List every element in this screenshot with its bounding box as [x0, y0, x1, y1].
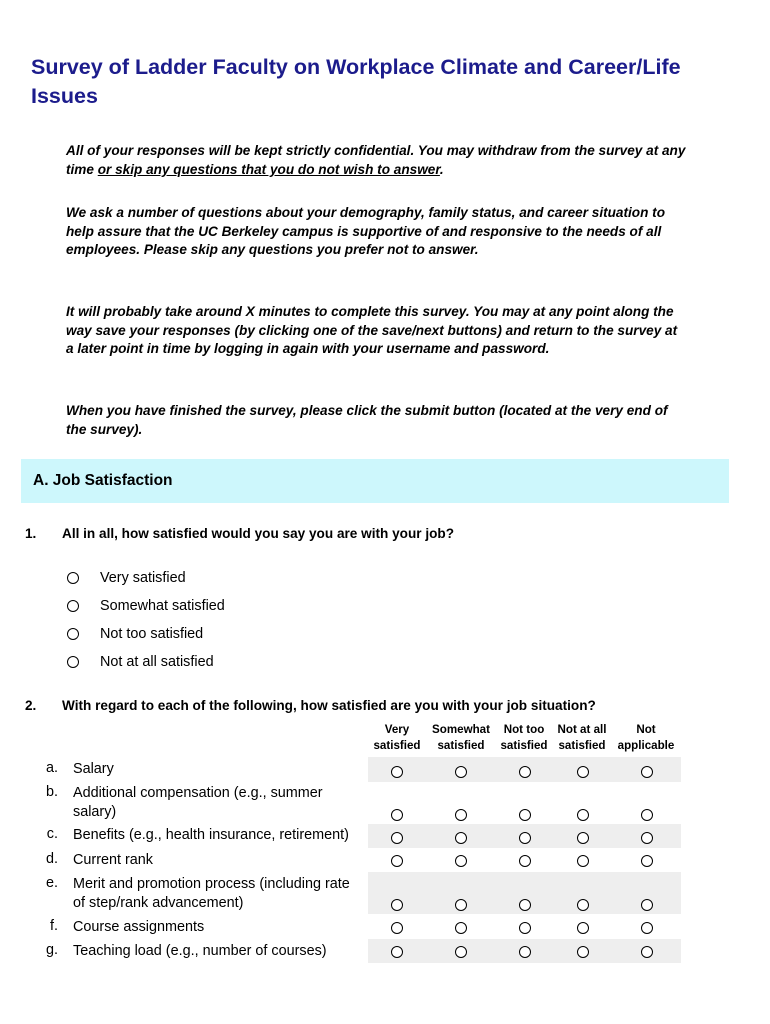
column-header-not-applicable	[614, 722, 678, 754]
item-a-radio-not-too-satisfied[interactable]	[519, 766, 531, 778]
item-e-radio-not-too-satisfied[interactable]	[519, 899, 531, 911]
option-label: Very satisfied	[100, 570, 186, 586]
item-f-radio-very-satisfied[interactable]	[391, 922, 403, 934]
intro-text-end: .	[439, 161, 444, 177]
item-a-radio-not-applicable[interactable]	[641, 766, 653, 778]
item-c-radio-not-applicable[interactable]	[641, 832, 653, 844]
item-f-letter: f.	[50, 918, 58, 934]
survey-title: Survey of Ladder Faculty on Workplace Climate and Career/Life Issues	[31, 55, 681, 108]
q1-option-somewhat-satisfied[interactable]	[67, 596, 225, 616]
column-header-line: Not too	[503, 723, 545, 736]
item-b-radio-not-too-satisfied[interactable]	[519, 809, 531, 821]
item-g-radio-somewhat-satisfied[interactable]	[455, 946, 467, 958]
column-header-line: Very	[384, 723, 410, 736]
item-d-letter: d.	[45, 851, 58, 867]
item-d-text: Current rank	[73, 852, 153, 868]
item-b-radio-not-applicable[interactable]	[641, 809, 653, 821]
item-c-text: Benefits (e.g., health insurance, retirement)	[73, 827, 349, 843]
item-b-letter: b.	[45, 784, 58, 800]
item-d-radio-somewhat-satisfied[interactable]	[455, 855, 467, 867]
item-f-radio-not-too-satisfied[interactable]	[519, 922, 531, 934]
column-header-not-too-satisfied	[492, 722, 556, 754]
q1-option-not-at-all-satisfied[interactable]	[67, 652, 214, 672]
item-a-radio-very-satisfied[interactable]	[391, 766, 403, 778]
column-header-very-satisfied	[365, 722, 429, 754]
column-header-line: satisfied	[373, 739, 421, 752]
question-1-number: 1.	[25, 526, 37, 541]
item-a-radio-somewhat-satisfied[interactable]	[455, 766, 467, 778]
radio-button-icon[interactable]	[67, 600, 79, 612]
q1-option-not-too-satisfied[interactable]	[67, 624, 203, 644]
item-e-letter: e.	[45, 875, 58, 891]
item-g-letter: g.	[45, 942, 58, 958]
item-g-radio-not-too-satisfied[interactable]	[519, 946, 531, 958]
column-header-line: satisfied	[437, 739, 485, 752]
column-header-line: applicable	[617, 739, 675, 752]
question-2-text: With regard to each of the following, how satisfied are you with your job situation?	[62, 698, 596, 713]
option-label: Not at all satisfied	[100, 654, 214, 670]
item-e-radio-very-satisfied[interactable]	[391, 899, 403, 911]
item-b-radio-somewhat-satisfied[interactable]	[455, 809, 467, 821]
intro-paragraph-submit: When you have finished the survey, please click the submit button (located at the very end of the survey).	[66, 403, 668, 437]
question-1-text: All in all, how satisfied would you say you are with your job?	[62, 526, 455, 541]
option-label: Somewhat satisfied	[100, 598, 225, 614]
item-e-radio-not-at-all-satisfied[interactable]	[577, 899, 589, 911]
item-d-radio-not-applicable[interactable]	[641, 855, 653, 867]
q1-option-very-satisfied[interactable]	[67, 568, 186, 588]
column-header-line: Not	[636, 723, 656, 736]
item-f-radio-not-applicable[interactable]	[641, 922, 653, 934]
item-f-radio-not-at-all-satisfied[interactable]	[577, 922, 589, 934]
item-c-radio-not-at-all-satisfied[interactable]	[577, 832, 589, 844]
item-e-text: Merit and promotion process (including rate of step/rank advancement)	[73, 876, 350, 911]
item-g-radio-not-at-all-satisfied[interactable]	[577, 946, 589, 958]
column-header-line: satisfied	[558, 739, 606, 752]
section-header-bar	[21, 459, 729, 503]
item-e-radio-not-applicable[interactable]	[641, 899, 653, 911]
radio-button-icon[interactable]	[67, 656, 79, 668]
item-a-text: Salary	[73, 761, 114, 777]
item-d-radio-not-too-satisfied[interactable]	[519, 855, 531, 867]
column-header-somewhat-satisfied	[429, 722, 493, 754]
intro-paragraph-purpose: We ask a number of questions about your demography, family status, and career situation to help assure that the UC Berkeley campus is supportive of and responsive to the needs of all employees. Please skip any questions you prefer not to answer.	[66, 205, 666, 258]
column-header-line: Somewhat	[432, 723, 490, 736]
item-f-text: Course assignments	[73, 919, 205, 935]
radio-button-icon[interactable]	[67, 572, 79, 584]
item-c-radio-not-too-satisfied[interactable]	[519, 832, 531, 844]
intro-paragraph-duration: It will probably take around X minutes to complete this survey. You may at any point along the way save your responses (by clicking one of the save/next buttons) and return to the survey at a later point in time by logging in again with your username and password.	[66, 304, 678, 357]
column-header-line: Not at all	[557, 723, 607, 736]
section-title: A. Job Satisfaction	[33, 472, 173, 489]
item-c-letter: c.	[46, 826, 58, 842]
item-d-radio-not-at-all-satisfied[interactable]	[577, 855, 589, 867]
item-d-radio-very-satisfied[interactable]	[391, 855, 403, 867]
item-c-radio-somewhat-satisfied[interactable]	[455, 832, 467, 844]
item-e-radio-somewhat-satisfied[interactable]	[455, 899, 467, 911]
item-b-radio-not-at-all-satisfied[interactable]	[577, 809, 589, 821]
item-g-radio-very-satisfied[interactable]	[391, 946, 403, 958]
intro-paragraph-confidential	[66, 142, 686, 179]
question-2-number: 2.	[25, 698, 37, 713]
column-header-not-at-all-satisfied	[550, 722, 614, 754]
item-a-radio-not-at-all-satisfied[interactable]	[577, 766, 589, 778]
item-a-letter: a.	[45, 760, 58, 776]
item-g-text: Teaching load (e.g., number of courses)	[73, 943, 327, 959]
item-b-text: Additional compensation (e.g., summer salary)	[73, 785, 323, 820]
skip-questions-link: or skip any questions that you do not wish to answer	[97, 161, 440, 177]
item-g-radio-not-applicable[interactable]	[641, 946, 653, 958]
radio-button-icon[interactable]	[67, 628, 79, 640]
item-c-radio-very-satisfied[interactable]	[391, 832, 403, 844]
option-label: Not too satisfied	[100, 626, 204, 642]
item-b-radio-very-satisfied[interactable]	[391, 809, 403, 821]
item-f-radio-somewhat-satisfied[interactable]	[455, 922, 467, 934]
column-header-line: satisfied	[500, 739, 548, 752]
intro-text: All of your responses will be kept strictly confidential. You may withdraw from the survey at any time	[66, 143, 686, 177]
